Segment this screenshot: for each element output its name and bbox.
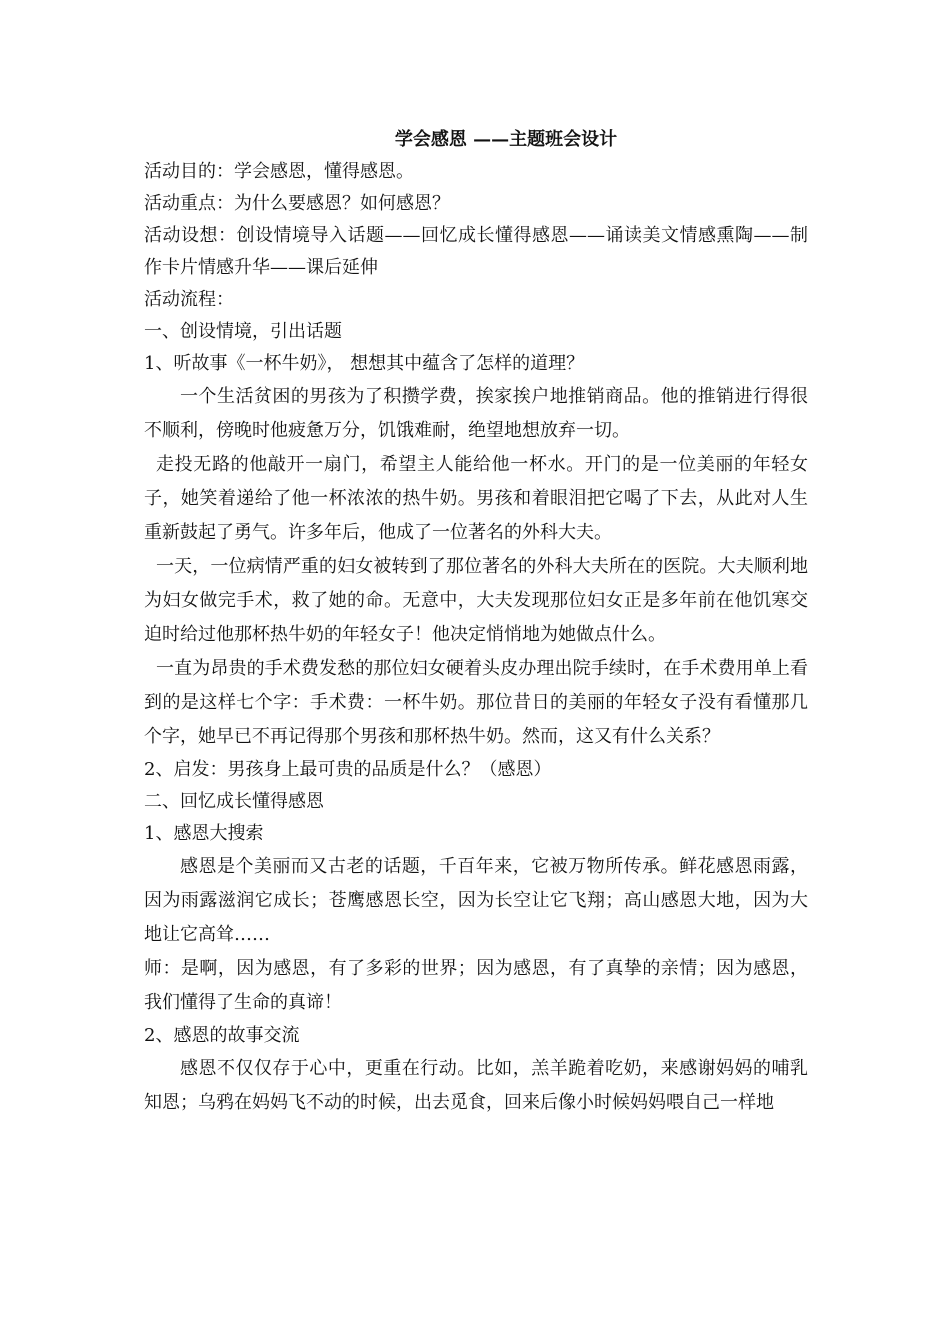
action-paragraph: 感恩不仅仅存于心中，更重在行动。比如，羔羊跪着吃奶，来感谢妈妈的哺乳知恩；乌鸦在妈妈飞不动的时候，出去觅食，回来后像小时候妈妈喂自己一样地 bbox=[144, 1058, 808, 1113]
story-paragraph-4: 一直为昂贵的手术费发愁的那位妇女硬着头皮办理出院手续时，在手术费用单上看到的是这样七个字：手术费：一杯牛奶。那位昔日的美丽的年轻女子没有看懂那几个字，她早已不再记得那个男孩和那杯热牛奶。然而，这又有什么关系？ bbox=[144, 658, 808, 747]
story-paragraph-1: 一个生活贫困的男孩为了积攒学费，挨家挨户地推销商品。他的推销进行得很不顺利，傍晚时他疲惫万分，饥饿难耐，绝望地想放弃一切。 bbox=[144, 386, 808, 441]
document-body bbox=[144, 124, 808, 1120]
subsection-story-exchange: 2、感恩的故事交流 bbox=[144, 1025, 300, 1046]
activity-purpose: 活动目的：学会感恩，懂得感恩。 bbox=[144, 161, 414, 182]
section-heading-1: 一、创设情境，引出话题 bbox=[144, 321, 342, 342]
section-heading-2: 二、回忆成长懂得感恩 bbox=[144, 791, 324, 812]
activity-concept: 活动设想：创设情境导入话题——回忆成长懂得感恩——诵读美文情感熏陶——制作卡片情感升华——课后延伸 bbox=[144, 225, 808, 278]
document-title: 学会感恩 ——主题班会设计 bbox=[394, 129, 618, 150]
activity-process-heading: 活动流程： bbox=[144, 289, 234, 310]
story-prompt: 1、听故事《一杯牛奶》， 想想其中蕴含了怎样的道理？ bbox=[144, 353, 585, 374]
activity-focus: 活动重点：为什么要感恩？如何感恩？ bbox=[144, 193, 450, 214]
story-paragraph-2: 走投无路的他敲开一扇门，希望主人能给他一杯水。开门的是一位美丽的年轻女子，她笑着递给了他一杯浓浓的热牛奶。男孩和着眼泪把它喝了下去，从此对人生重新鼓起了勇气。许多年后，他成了一位著名的外科大夫。 bbox=[144, 454, 808, 543]
gratitude-paragraph: 感恩是个美丽而又古老的话题，千百年来，它被万物所传承。鲜花感恩雨露，因为雨露滋润它成长；苍鹰感恩长空，因为长空让它飞翔；高山感恩大地，因为大地让它高耸…… bbox=[144, 856, 808, 945]
teacher-remark: 师：是啊，因为感恩，有了多彩的世界；因为感恩，有了真挚的亲情；因为感恩，我们懂得了生命的真谛！ bbox=[144, 958, 808, 1013]
story-paragraph-3: 一天，一位病情严重的妇女被转到了那位著名的外科大夫所在的医院。大夫顺利地为妇女做完手术，救了她的命。无意中，大夫发现那位妇女正是多年前在他饥寒交迫时给过他那杯热牛奶的年轻女子！他决定悄悄地为她做点什么。 bbox=[144, 556, 808, 645]
inspiration-question: 2、启发：男孩身上最可贵的品质是什么？（感恩） bbox=[144, 759, 552, 780]
subsection-search: 1、感恩大搜索 bbox=[144, 823, 264, 844]
